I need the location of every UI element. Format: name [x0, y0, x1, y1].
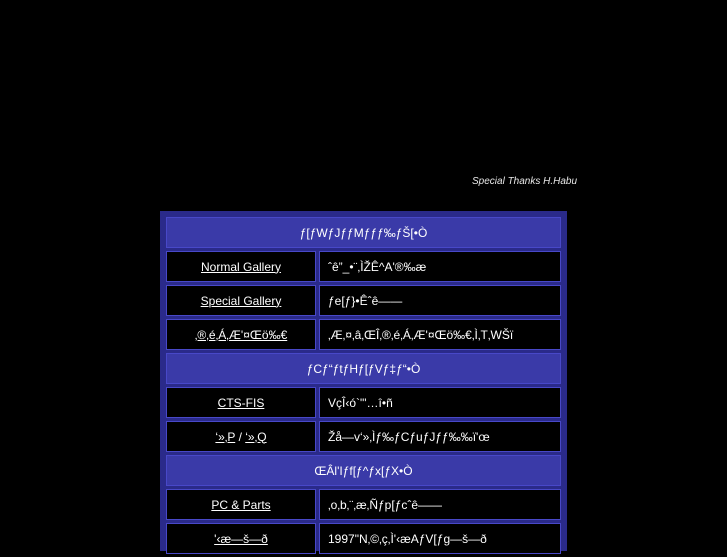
- boarding-history-link[interactable]: '‹æ—š—ð: [214, 531, 268, 546]
- link-cell: [166, 523, 316, 554]
- row-description: ‚Æ‚¤‚â‚ŒÎ‚®‚é‚Á‚Æ'¤Œö‰€‚Ì‚T‚WŠï: [319, 319, 561, 350]
- navigation-panel: [160, 211, 567, 551]
- link-cell: [166, 421, 316, 452]
- row-description: Žå—v‘»‚Ìƒ‰ƒCƒuƒJƒƒ‰‰ï'œ: [319, 421, 561, 452]
- link-cell: [166, 319, 316, 350]
- section-header-information: ƒCƒ“ƒtƒHƒ[ƒVƒ‡ƒ“•Ò: [166, 353, 561, 384]
- navigation-table: [163, 214, 564, 557]
- credit-text: Special Thanks H.Habu: [472, 176, 578, 187]
- normal-gallery-link[interactable]: Normal Gallery: [200, 259, 281, 274]
- table-row: [166, 421, 561, 452]
- table-row: [166, 251, 561, 282]
- camera-1-link[interactable]: ‘»‚P: [215, 429, 236, 444]
- link-cell: [166, 489, 316, 520]
- table-row: [166, 319, 561, 350]
- camera-2-link[interactable]: ‘»‚Q: [245, 429, 267, 444]
- row-description: ‚o‚b‚¨‚æ‚Ñƒp[ƒcˆê——: [319, 489, 561, 520]
- cts-fis-link[interactable]: CTS-FIS: [217, 395, 265, 410]
- pc-parts-link[interactable]: PC & Parts: [211, 497, 271, 512]
- row-description: VçÎ‹ó`"'…î•ñ: [319, 387, 561, 418]
- link-separator: /: [238, 429, 246, 444]
- link-cell: [166, 251, 316, 282]
- section-header-magic-gallery: ƒ[ƒWƒJƒƒMƒƒƒ‰ƒŠ[•Ò: [166, 217, 561, 248]
- guruto-park-link[interactable]: ‚®‚é‚Á‚Æ'¤Œö‰€: [194, 327, 288, 342]
- special-gallery-link[interactable]: Special Gallery: [200, 293, 282, 308]
- table-row: [166, 387, 561, 418]
- row-description: ˆê”_•¨‚ÌŽÊ^A'®‰æ: [319, 251, 561, 282]
- row-description: 1997"N‚©‚ç‚Ì'‹æAƒV[ƒg—š—ð: [319, 523, 561, 554]
- table-row: [166, 523, 561, 554]
- table-row: [166, 285, 561, 316]
- section-header-personal-database: ŒÂl'Iƒf[ƒ^ƒx[ƒX•Ò: [166, 455, 561, 486]
- link-cell: [166, 387, 316, 418]
- link-cell: [166, 285, 316, 316]
- table-row: [166, 489, 561, 520]
- row-description: ƒe[ƒ}•Êˆê——: [319, 285, 561, 316]
